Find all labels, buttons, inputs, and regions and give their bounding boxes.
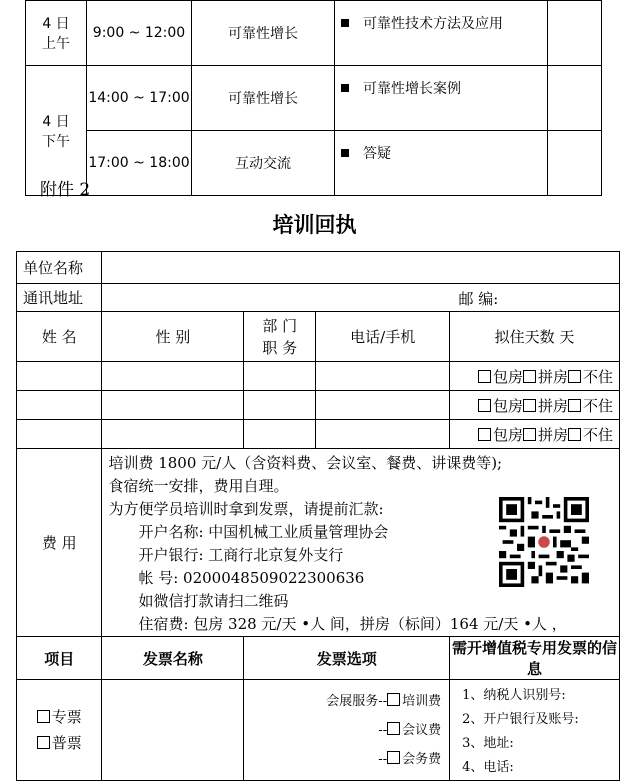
phone-input[interactable] xyxy=(316,362,450,391)
postcode-label: 邮 编: xyxy=(458,290,499,308)
unit-label: 单位名称 xyxy=(17,252,102,284)
checkbox[interactable] xyxy=(523,370,536,383)
vat-line: 4、电话: xyxy=(462,760,514,775)
option-prefix: 会展服务-- xyxy=(326,693,388,709)
topic-cell: 可靠性增长 xyxy=(192,66,335,131)
dept-header xyxy=(244,312,316,362)
table-row xyxy=(26,66,602,131)
checkbox[interactable] xyxy=(523,399,536,412)
qr-code-icon xyxy=(499,497,589,587)
topic-cell: 可靠性增长 xyxy=(192,1,335,66)
gender-input[interactable] xyxy=(102,420,244,449)
content-text: 答疑 xyxy=(363,146,391,162)
lodging-fee: 住宿费: 包房 328 元/天 •人 间，拼房（标间）164 元/天 •人 ， xyxy=(138,615,567,633)
name-input[interactable] xyxy=(17,391,102,420)
vat-line: 1、纳税人识别号: xyxy=(462,688,566,703)
unit-input[interactable] xyxy=(102,252,620,284)
room-options xyxy=(450,391,620,420)
dept-input[interactable] xyxy=(244,420,316,449)
invoice-name-input[interactable] xyxy=(102,680,244,781)
notes-cell xyxy=(548,1,602,66)
phone-input[interactable] xyxy=(316,420,450,449)
checkbox[interactable] xyxy=(568,370,581,383)
vat-line: 3、地址: xyxy=(462,736,514,751)
dept-header-line2: 职 务 xyxy=(262,338,298,357)
option-prefix: -- xyxy=(378,751,388,767)
name-header: 姓 名 xyxy=(17,312,102,362)
room-option-label: 拼房 xyxy=(537,367,568,386)
bullet-icon xyxy=(341,149,349,157)
room-option-label: 不住 xyxy=(582,396,613,415)
room-options xyxy=(450,362,620,391)
period-label: 下午 xyxy=(42,133,70,150)
days-header: 拟住天数 天 xyxy=(450,312,620,362)
gender-header: 性 别 xyxy=(102,312,244,362)
content-cell xyxy=(335,66,548,131)
address-input[interactable] xyxy=(102,284,620,312)
checkbox[interactable] xyxy=(387,751,400,764)
option-label: 会议费 xyxy=(402,722,442,738)
invoice-options xyxy=(244,680,450,781)
account-name: 开户名称: 中国机械工业质量管理协会 xyxy=(138,523,389,541)
table-row xyxy=(17,680,620,781)
checkbox[interactable] xyxy=(568,399,581,412)
name-input[interactable] xyxy=(17,420,102,449)
table-row xyxy=(17,312,620,362)
checkbox[interactable] xyxy=(387,722,400,735)
table-row xyxy=(17,284,620,312)
checkbox[interactable] xyxy=(478,428,491,441)
content-cell xyxy=(335,131,548,196)
checkbox[interactable] xyxy=(568,428,581,441)
account-number: 帐 号: 0200048509022300636 xyxy=(138,569,365,587)
room-option-label: 拼房 xyxy=(537,425,568,444)
item-header: 项目 xyxy=(17,637,102,680)
content-text: 可靠性技术方法及应用 xyxy=(363,16,503,32)
period-label: 上午 xyxy=(42,36,70,52)
vat-info-header: 需开增值税专用发票的信息 xyxy=(450,637,620,680)
room-option-label: 包房 xyxy=(492,396,523,415)
invoice-type xyxy=(17,680,102,781)
room-option-label: 包房 xyxy=(492,367,523,386)
time-cell: 17:00 ~ 18:00 xyxy=(87,131,192,196)
fee-label: 费 用 xyxy=(17,449,102,637)
option-label: 培训费 xyxy=(402,693,442,709)
bullet-icon xyxy=(341,84,349,92)
phone-input[interactable] xyxy=(316,391,450,420)
table-row xyxy=(17,420,620,449)
time-cell: 9:00 ~ 12:00 xyxy=(87,1,192,66)
invoice-name-header: 发票名称 xyxy=(102,637,244,680)
notes-cell xyxy=(548,131,602,196)
option-prefix: -- xyxy=(378,722,388,738)
wechat-note: 如微信打款请扫二维码 xyxy=(138,592,289,610)
room-option-label: 不住 xyxy=(582,425,613,444)
table-row xyxy=(17,362,620,391)
fee-line: 培训费 1800 元/人（含资料费、会议室、餐费、讲课费等); xyxy=(108,454,503,472)
checkbox[interactable] xyxy=(523,428,536,441)
vat-info xyxy=(450,680,620,781)
bullet-icon xyxy=(341,19,349,27)
checkbox[interactable] xyxy=(478,399,491,412)
dept-input[interactable] xyxy=(244,391,316,420)
gender-input[interactable] xyxy=(102,362,244,391)
invoice-options-header: 发票选项 xyxy=(244,637,450,680)
table-row xyxy=(17,637,620,680)
phone-header: 电话/手机 xyxy=(316,312,450,362)
room-option-label: 拼房 xyxy=(537,396,568,415)
address-label: 通讯地址 xyxy=(17,284,102,312)
table-row xyxy=(26,131,602,196)
topic-cell: 互动交流 xyxy=(192,131,335,196)
room-option-label: 不住 xyxy=(582,367,613,386)
content-text: 可靠性增长案例 xyxy=(363,81,461,97)
invoice-type-label: 普票 xyxy=(51,734,82,752)
content-cell xyxy=(335,1,548,66)
day-label: 4 日 xyxy=(42,16,70,32)
dept-input[interactable] xyxy=(244,362,316,391)
name-input[interactable] xyxy=(17,362,102,391)
day-label: 4 日 xyxy=(42,113,70,130)
vat-line: 2、开户银行及账号: xyxy=(462,712,579,727)
schedule-table xyxy=(25,0,602,196)
fee-line: 为方便学员培训时拿到发票，请提前汇款: xyxy=(108,500,384,518)
bank-name: 开户银行: 工商行北京复外支行 xyxy=(138,546,344,564)
checkbox[interactable] xyxy=(37,710,50,723)
checkbox[interactable] xyxy=(37,736,50,749)
form-title: 培训回执 xyxy=(272,213,357,237)
table-row xyxy=(17,252,620,284)
day-cell xyxy=(26,1,87,66)
option-label: 会务费 xyxy=(402,751,442,767)
checkbox[interactable] xyxy=(387,693,400,706)
gender-input[interactable] xyxy=(102,391,244,420)
dept-header-line1: 部 门 xyxy=(262,316,298,335)
table-row xyxy=(17,391,620,420)
attachment-label: 附件 2 xyxy=(40,180,91,200)
checkbox[interactable] xyxy=(478,370,491,383)
room-options xyxy=(450,420,620,449)
notes-cell xyxy=(548,66,602,131)
fee-line: 食宿统一安排，费用自理。 xyxy=(108,477,289,495)
room-option-label: 包房 xyxy=(492,425,523,444)
table-row xyxy=(26,1,602,66)
invoice-type-label: 专票 xyxy=(51,708,82,726)
time-cell: 14:00 ~ 17:00 xyxy=(87,66,192,131)
